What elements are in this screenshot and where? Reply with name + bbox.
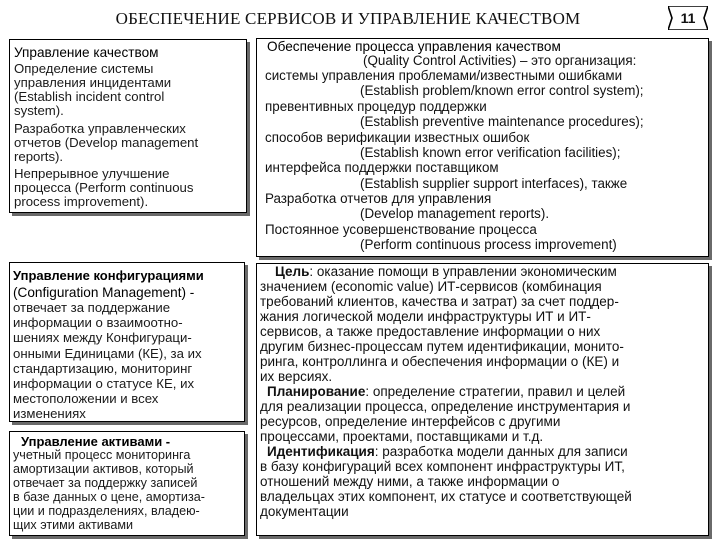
- text-line: требований клиентов, качества и затрат) за счет поддер-: [260, 294, 619, 309]
- text-line: превентивных процедур поддержки: [265, 99, 487, 114]
- configuration-management-box: [9, 262, 245, 422]
- text-line: процесса (Perform continuous: [14, 180, 194, 195]
- text-line: изменениях: [13, 406, 86, 421]
- text-line: процессами, проектами, поставщиками и т.д.: [260, 429, 544, 444]
- text-line: онными Единицами (КЕ), за их: [13, 346, 202, 361]
- planning-first-line: : определение стратегии, правил и целей: [365, 384, 626, 399]
- text-line: значением (economic value) ИТ-сервисов (комбинация: [260, 279, 602, 294]
- text-line: их версиях.: [260, 369, 333, 384]
- assets-heading: Управление активами -: [21, 434, 171, 449]
- text-line: reports).: [14, 149, 64, 164]
- text-line: в базу конфигураций всех компонент инфраструктуры ИТ,: [260, 459, 625, 474]
- text-line: (Establish problem/known error control system);: [360, 83, 644, 98]
- goal-planning-box: [256, 263, 709, 536]
- text-line: ции и подразделениях, владею-: [13, 504, 200, 518]
- asset-management-box: [9, 431, 245, 536]
- text-line: (Quality Control Activities) – это организация:: [363, 53, 637, 68]
- text-line: жания логической модели инфраструктуры ИТ и ИТ-: [260, 309, 591, 324]
- config-heading: Управление конфигурациями: [13, 268, 204, 283]
- text-line: (Perform continuous process improvement): [360, 237, 617, 252]
- text-line: информации о взаимоотно-: [13, 315, 183, 330]
- text-line: учетный процесс мониторинга: [13, 448, 191, 462]
- text-line: system).: [14, 103, 64, 118]
- text-line: шениях между Конфигураци-: [13, 330, 192, 345]
- goal-label: Цель: [275, 264, 310, 279]
- text-line: (Establish known error verification facilities);: [360, 145, 621, 160]
- goal-first-line: : оказание помощи в управлении экономическим: [309, 264, 617, 279]
- text-line: отвечает за поддержание: [13, 300, 171, 315]
- identification-label: Идентификация: [267, 444, 375, 459]
- page-title: ОБЕСПЕЧЕНИЕ СЕРВИСОВ И УПРАВЛЕНИЕ КАЧЕСТВОМ: [115, 9, 581, 28]
- text-line: местоположении и всех: [13, 391, 159, 406]
- text-line: (Develop management reports).: [360, 206, 550, 221]
- text-line: отчетов (Develop management: [14, 135, 199, 150]
- text-line: сервисов, а также предоставление информации о них: [260, 324, 601, 339]
- text-line: управления инцидентами: [14, 75, 172, 90]
- text-line: другим бизнес-процессам путем идентификации, монито-: [260, 339, 624, 354]
- text-line: (Establish supplier support interfaces), также: [360, 176, 628, 191]
- page-number-badge: [668, 6, 708, 30]
- planning-paragraph-start: [267, 385, 625, 399]
- text-line: process improvement).: [14, 194, 149, 209]
- text-line: (Establish incident control: [14, 89, 165, 104]
- text-line: отвечает за поддержку записей: [13, 476, 198, 490]
- text-line: щих этими активами: [13, 518, 134, 532]
- text-line: информации о статусе КЕ, их: [13, 376, 195, 391]
- identification-paragraph-start: [267, 445, 628, 459]
- text-line: интерфейса поддержки поставщиком: [265, 160, 499, 175]
- planning-label: Планирование: [267, 384, 366, 399]
- text-line: амортизации активов, который: [13, 462, 194, 476]
- text-line: Непрерывное улучшение: [14, 166, 170, 181]
- identification-first-line: : разработка модели данных для записи: [374, 444, 628, 459]
- text-line: отношений между ними, а также информации о: [260, 474, 560, 489]
- text-line: ринга, контроллинга и обеспечения информации о (КЕ) и: [260, 354, 620, 369]
- quality-heading: Управление качеством: [14, 45, 159, 60]
- text-line: владельцах этих компонент, их статусе и соответствующей: [260, 489, 632, 504]
- text-line: Разработка отчетов для управления: [265, 191, 492, 206]
- text-line: Определение системы: [14, 61, 154, 76]
- provision-heading: Обеспечение процесса управления качеством: [267, 39, 561, 54]
- text-line: документации: [260, 504, 349, 519]
- text-line: для реализации процесса, определение инструментария и: [260, 399, 631, 414]
- text-line: Разработка управленческих: [14, 121, 186, 136]
- text-line: (Configuration Management) -: [13, 285, 195, 300]
- text-line: системы управления проблемами/известными ошибками: [265, 68, 623, 83]
- page-number: 11: [680, 10, 696, 26]
- text-line: в базе данных о цене, амортиза-: [13, 490, 205, 504]
- text-line: способов верификации известных ошибок: [265, 130, 530, 145]
- quality-management-box: [9, 39, 247, 213]
- quality-control-box: [256, 38, 709, 257]
- text-line: Постоянное усовершенствование процесса: [265, 222, 537, 237]
- goal-paragraph-start: [275, 265, 617, 279]
- text-line: стандартизацию, мониторинг: [13, 361, 193, 376]
- text-line: (Establish preventive maintenance procedures);: [360, 114, 644, 129]
- text-line: ресурсов, определение интерфейсов с другими: [260, 414, 561, 429]
